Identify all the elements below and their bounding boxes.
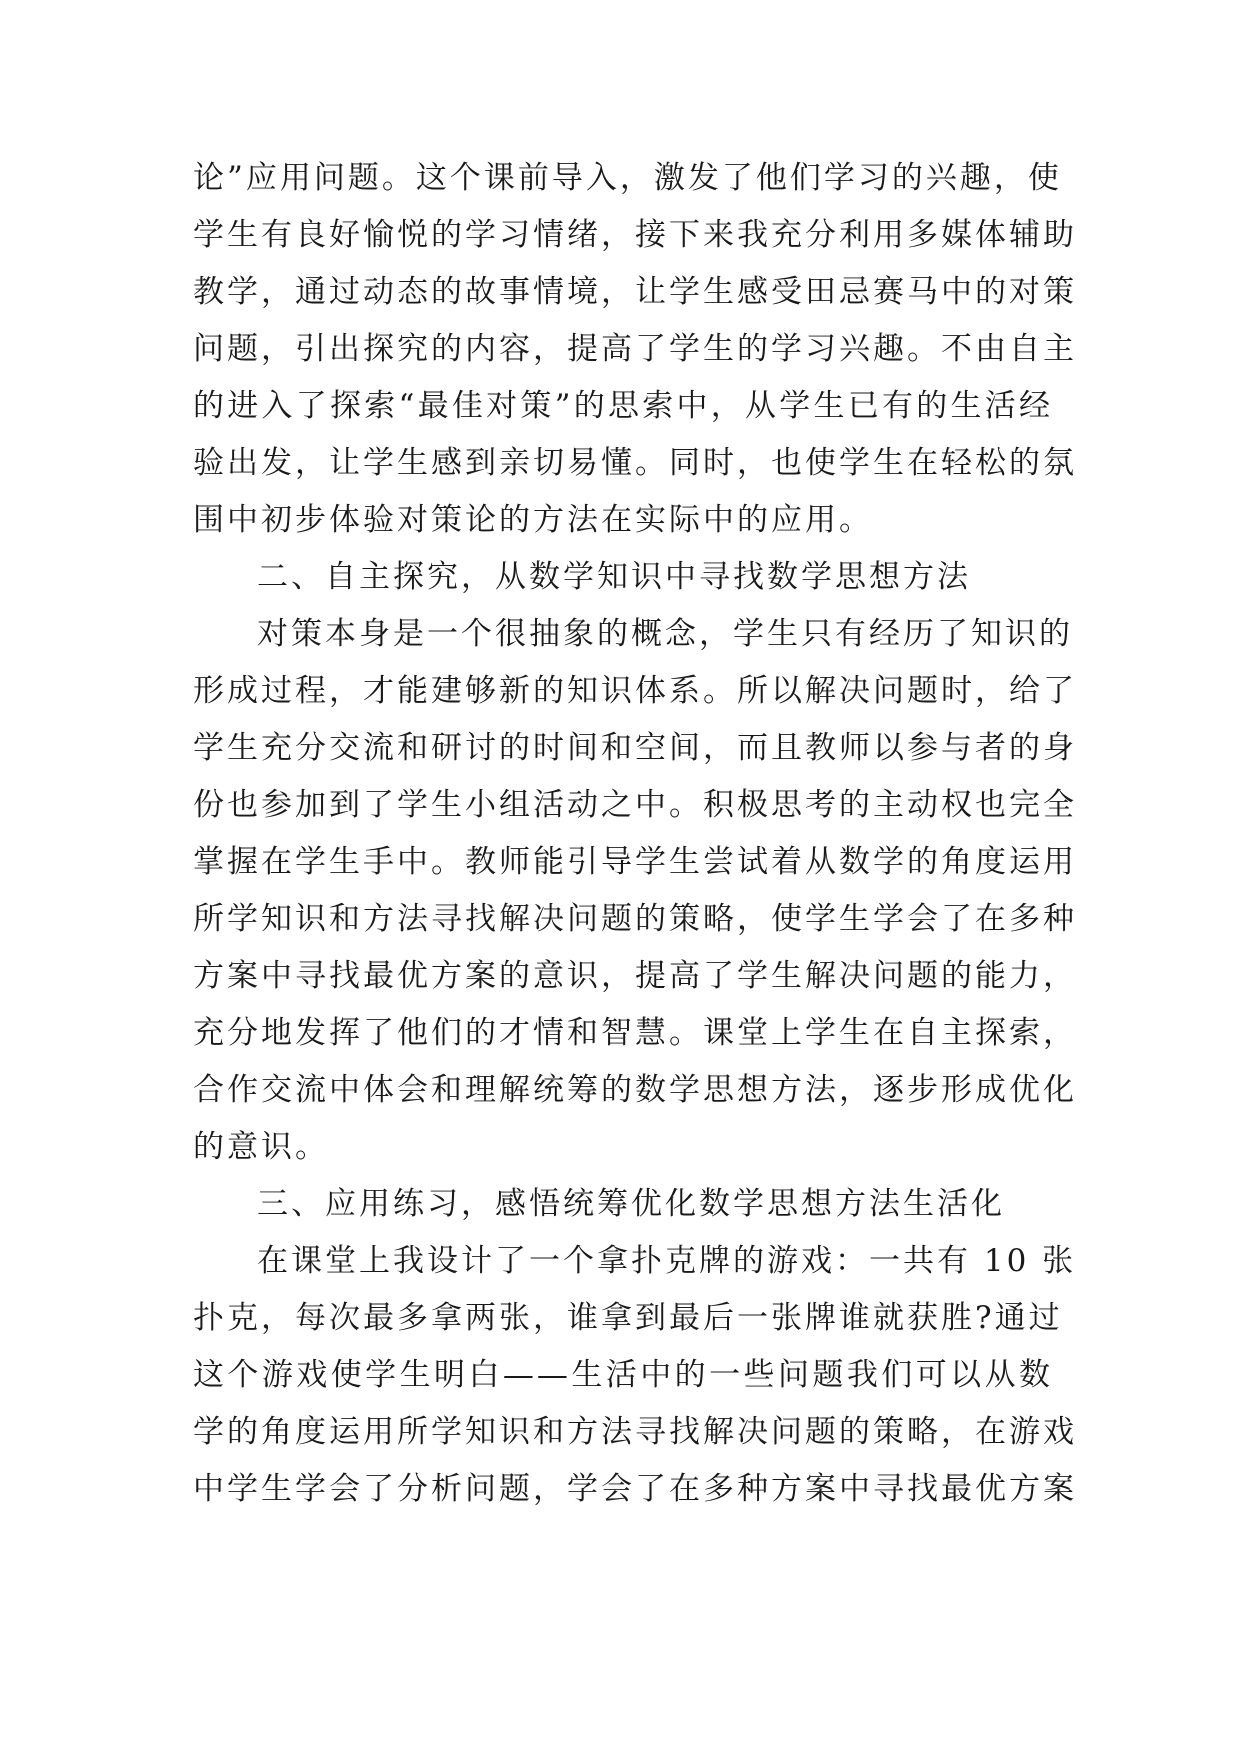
paragraph-line: 对策本身是一个很抽象的概念，学生只有经历了知识的 [257,616,1073,652]
paragraph-line: 合作交流中体会和理解统筹的数学思想方法，逐步形成优化 [193,1072,1077,1108]
paragraph-line: 围中初步体验对策论的方法在实际中的应用。 [193,502,873,538]
paragraph-line: 学生有良好愉悦的学习情绪，接下来我充分利用多媒体辅助 [193,217,1077,253]
paragraph-line: 充分地发挥了他们的才情和智慧。课堂上学生在自主探索， [193,1015,1077,1051]
paragraph-line: 论”应用问题。这个课前导入，激发了他们学习的兴趣，使 [193,160,1062,196]
paragraph-line: 形成过程，才能建够新的知识体系。所以解决问题时，给了 [193,673,1077,709]
document-body [193,150,1077,1518]
paragraph-line: 的意识。 [193,1129,329,1165]
paragraph-line: 方案中寻找最优方案的意识，提高了学生解决问题的能力， [193,958,1077,994]
paragraph-line: 问题，引出探究的内容，提高了学生的学习兴趣。不由自主 [193,331,1077,367]
section-heading: 二、自主探究，从数学知识中寻找数学思想方法 [257,559,971,595]
paragraph-line: 的进入了探索“最佳对策”的思索中，从学生已有的生活经 [193,388,1053,424]
paragraph-line: 所学知识和方法寻找解决问题的策略，使学生学会了在多种 [193,901,1077,937]
paragraph-line: 份也参加到了学生小组活动之中。积极思考的主动权也完全 [193,787,1077,823]
paragraph-line: 学生充分交流和研讨的时间和空间，而且教师以参与者的身 [193,730,1077,766]
paragraph-line: 扑克，每次最多拿两张，谁拿到最后一张牌谁就获胜?通过 [193,1300,1063,1336]
paragraph-line: 这个游戏使学生明白——生活中的一些问题我们可以从数 [193,1357,1053,1393]
paragraph-line: 掌握在学生手中。教师能引导学生尝试着从数学的角度运用 [193,844,1077,880]
paragraph-line: 学的角度运用所学知识和方法寻找解决问题的策略，在游戏 [193,1414,1077,1450]
paragraph-line: 中学生学会了分析问题，学会了在多种方案中寻找最优方案 [193,1471,1077,1507]
paragraph-line: 教学，通过动态的故事情境，让学生感受田忌赛马中的对策 [193,274,1077,310]
section-heading: 三、应用练习，感悟统筹优化数学思想方法生活化 [257,1186,1005,1222]
paragraph-line: 在课堂上我设计了一个拿扑克牌的游戏：一共有 10 张 [257,1243,1077,1279]
paragraph-line: 验出发，让学生感到亲切易懂。同时，也使学生在轻松的氛 [193,445,1077,481]
